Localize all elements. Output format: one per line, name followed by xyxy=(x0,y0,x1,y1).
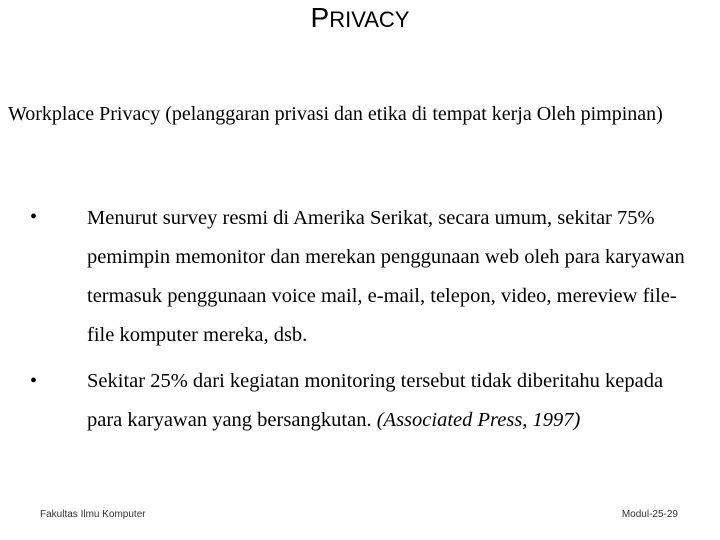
bullet-text xyxy=(87,362,687,440)
bullet-text: Menurut survey resmi di Amerika Serikat, secara umum, sekitar 75% pemimpin memonitor dan merekan penggunaan web oleh para karyawan termasuk penggunaan voice mail, e-mail, telepon, video, mereview file-file komputer mereka, dsb. xyxy=(87,207,685,346)
slide-subtitle: Workplace Privacy (pelanggaran privasi dan etika di tempat kerja Oleh pimpinan) xyxy=(8,103,663,125)
bullet-marker: • xyxy=(30,370,38,392)
slide-title-rest: RIVACY xyxy=(329,7,410,32)
footer-faculty: Fakultas Ilmu Komputer xyxy=(40,509,146,520)
footer-module: Modul-25-29 xyxy=(621,509,678,520)
bullet-text-body: Sekitar 25% dari kegiatan monitoring tersebut tidak diberitahu kepada para karyawan yang bersangkutan. xyxy=(87,370,664,431)
slide-title-initial: P xyxy=(310,2,330,33)
slide-title xyxy=(0,2,720,34)
bullet-citation: (Associated Press, 1997) xyxy=(376,409,581,431)
bullet-marker: • xyxy=(30,206,38,228)
